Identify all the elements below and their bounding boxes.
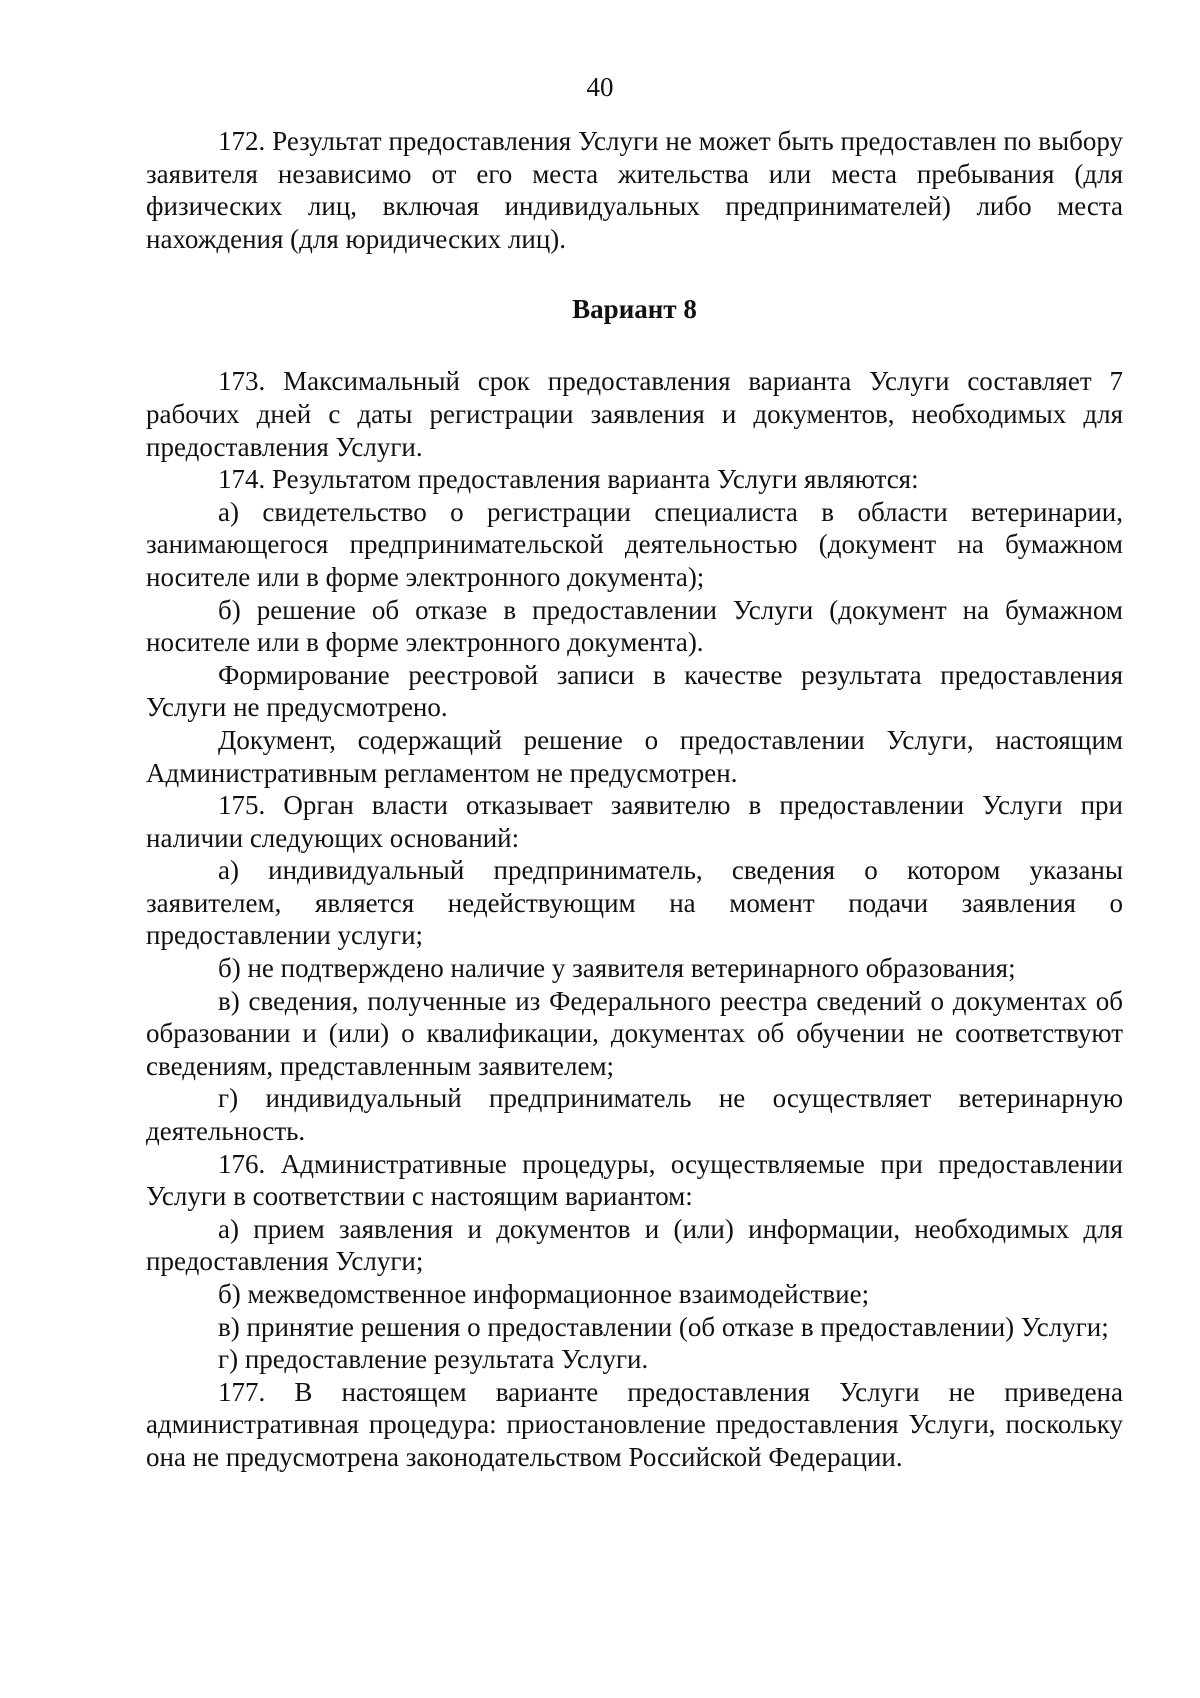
list-item-175-a: а) индивидуальный предприниматель, сведения о котором указаны заявителем, является недействующим на момент подачи заявления о предоставлении услуги; — [146, 855, 1123, 951]
paragraph-172: 172. Результат предоставления Услуги не может быть предоставлен по выбору заявителя независимо от его места жительства или места пребывания (для физических лиц, включая индивидуальных предпринимателей) либо места нахождения (для юридических лиц). — [146, 126, 1123, 254]
list-item-176-b: б) межведомственное информационное взаимодействие; — [218, 1279, 870, 1309]
list-item-174-b: б) решение об отказе в предоставлении Услуги (документ на бумажном носителе или в форме электронного документа). — [146, 594, 1123, 658]
list-item-176-a: а) прием заявления и документов и (или) информации, необходимых для предоставления Услуги; — [146, 1213, 1123, 1277]
list-item-174-a: а) свидетельство о регистрации специалиста в области ветеринарии, занимающегося предпринимательской деятельностью (документ на бумажном носителе или в форме электронного документа); — [146, 496, 1123, 592]
paragraph-registry-record: Формирование реестровой записи в качестве результата предоставления Услуги не предусмотрено. — [146, 659, 1123, 723]
paragraph-175: 175. Орган власти отказывает заявителю в предоставлении Услуги при наличии следующих оснований: — [146, 790, 1123, 853]
paragraph-173: 173. Максимальный срок предоставления варианта Услуги составляет 7 рабочих дней с даты регистрации заявления и документов, необходимых для предоставления Услуги. — [146, 366, 1123, 462]
paragraph-decision-document: Документ, содержащий решение о предоставлении Услуги, настоящим Административным регламентом не предусмотрен. — [146, 724, 1123, 788]
section-heading: Вариант 8 — [572, 294, 697, 325]
list-item-175-v: в) сведения, полученные из Федерального реестра сведений о документах об образовании и (или) о квалификации, документах об обучении не соответствуют сведениям, представленным заявителем; — [146, 985, 1123, 1081]
paragraph-177: 177. В настоящем варианте предоставления Услуги не приведена административная процедура: приостановление предоставления Услуги, поскольку она не предусмотрена законодательством Российской Федерации. — [146, 1376, 1123, 1472]
page-number: 40 — [586, 72, 614, 102]
list-item-175-g: г) индивидуальный предприниматель не осуществляет ветеринарную деятельность. — [146, 1083, 1123, 1147]
document-body — [146, 125, 1123, 1474]
paragraph-176: 176. Административные процедуры, осуществляемые при предоставлении Услуги в соответствии с настоящим вариантом: — [146, 1148, 1123, 1212]
list-item-175-b: б) не подтверждено наличие у заявителя ветеринарного образования; — [218, 953, 1016, 984]
list-item-176-v: в) принятие решения о предоставлении (об отказе в предоставлении) Услуги; — [218, 1311, 1109, 1342]
list-item-176-g: г) предоставление результата Услуги. — [218, 1344, 649, 1375]
paragraph-174: 174. Результатом предоставления варианта Услуги являются: — [218, 464, 919, 495]
